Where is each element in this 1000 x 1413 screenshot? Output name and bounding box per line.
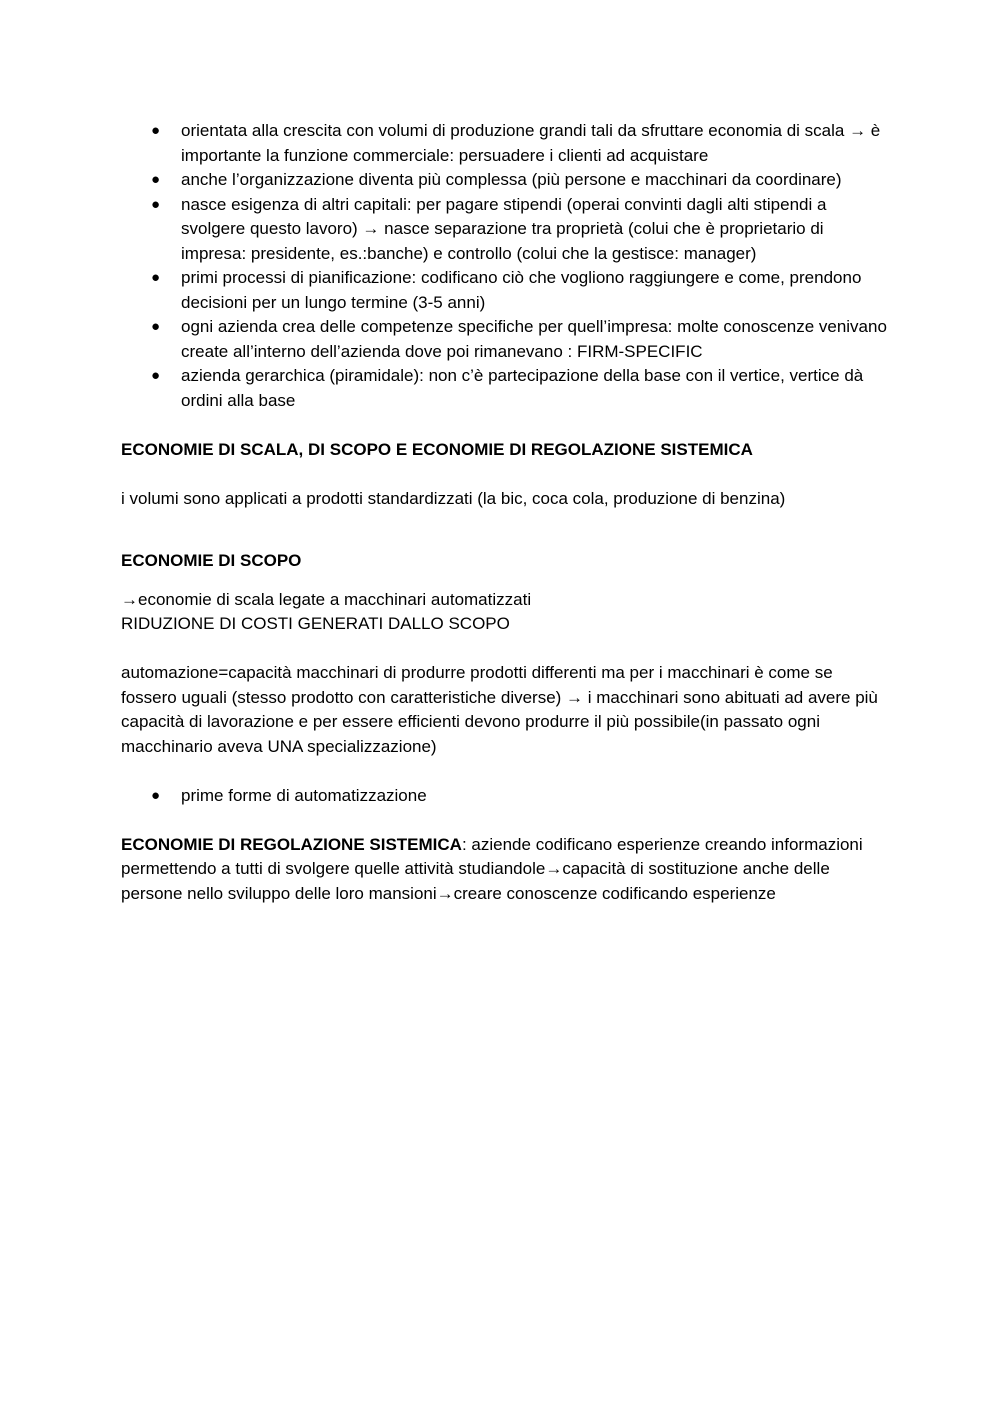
bullet-icon: ● xyxy=(151,318,161,335)
line-riduzione-costi: RIDUZIONE DI COSTI GENERATI DALLO SCOPO xyxy=(121,614,510,633)
paragraph-automazione: automazione=capacità macchinari di produrre prodotti differenti ma per i macchinari è come se fossero uguali (stesso prodotto con caratteristiche diverse) → i macchinari sono abituati ad avere più capacità di lavorazione e per essere efficienti devono produrre il più possibile(in passato ogni macchinario aveva UNA specializzazione) xyxy=(121,663,878,756)
list-item-text: azienda gerarchica (piramidale): non c’è partecipazione della base con il vertice, vertice dà ordini alla base xyxy=(181,366,864,410)
list-item xyxy=(121,168,891,193)
bullet-icon: ● xyxy=(151,195,161,213)
line-economie-scala: →economie di scala legate a macchinari automatizzati xyxy=(121,589,532,609)
paragraph-volumi: i volumi sono applicati a prodotti standardizzati (la bic, coca cola, produzione di benzina) xyxy=(121,488,786,508)
regolazione-text: : aziende codificano esperienze creando informazioni permettendo a tutti di svolgere quelle attività studiandole→capacità di sostituzione anche delle persone nello sviluppo delle loro mansioni→creare conoscenze codificando esperienze xyxy=(121,834,863,903)
section-heading-scopo: ECONOMIE DI SCOPO xyxy=(121,551,302,570)
bullet-icon: ● xyxy=(151,367,161,384)
list-item xyxy=(121,784,891,809)
bullet-icon: ● xyxy=(151,786,161,804)
document-body xyxy=(121,119,891,906)
list-item xyxy=(121,119,891,168)
bullet-icon: ● xyxy=(151,122,161,139)
list-item xyxy=(121,315,891,364)
list-item xyxy=(121,193,891,267)
paragraph-regolazione xyxy=(121,833,891,907)
bullet-list-organization xyxy=(121,119,891,413)
section-heading-economie: ECONOMIE DI SCALA, DI SCOPO E ECONOMIE DI REGOLAZIONE SISTEMICA xyxy=(121,439,753,459)
list-item-text: orientata alla crescita con volumi di produzione grandi tali da sfruttare economia di scala → è importante la funzione commerciale: persuadere i clienti ad acquistare xyxy=(181,121,881,165)
list-item xyxy=(121,364,891,413)
list-item-text: primi processi di pianificazione: codificano ciò che vogliono raggiungere e come, prendono decisioni per un lungo termine (3-5 anni) xyxy=(181,268,862,312)
bullet-icon: ● xyxy=(151,171,161,188)
regolazione-label: ECONOMIE DI REGOLAZIONE SISTEMICA xyxy=(121,834,462,854)
list-item-text: ogni azienda crea delle competenze specifiche per quell’impresa: molte conoscenze venivano create all’interno dell’azienda dove poi rimanevano : FIRM-SPECIFIC xyxy=(181,317,887,361)
bullet-icon: ● xyxy=(151,269,161,286)
list-item-text: prime forme di automatizzazione xyxy=(181,785,427,805)
list-item-text: anche l’organizzazione diventa più complessa (più persone e macchinari da coordinare) xyxy=(181,170,842,189)
list-item xyxy=(121,266,891,315)
bullet-list-automatizzazione xyxy=(121,784,891,809)
list-item-text: nasce esigenza di altri capitali: per pagare stipendi (operai convinti dagli alti stipendi a svolgere questo lavoro) → nasce separazione tra proprietà (colui che è proprietario di impresa: presidente, es.:banche) e controllo (colui che la gestisce: manager) xyxy=(181,194,827,263)
